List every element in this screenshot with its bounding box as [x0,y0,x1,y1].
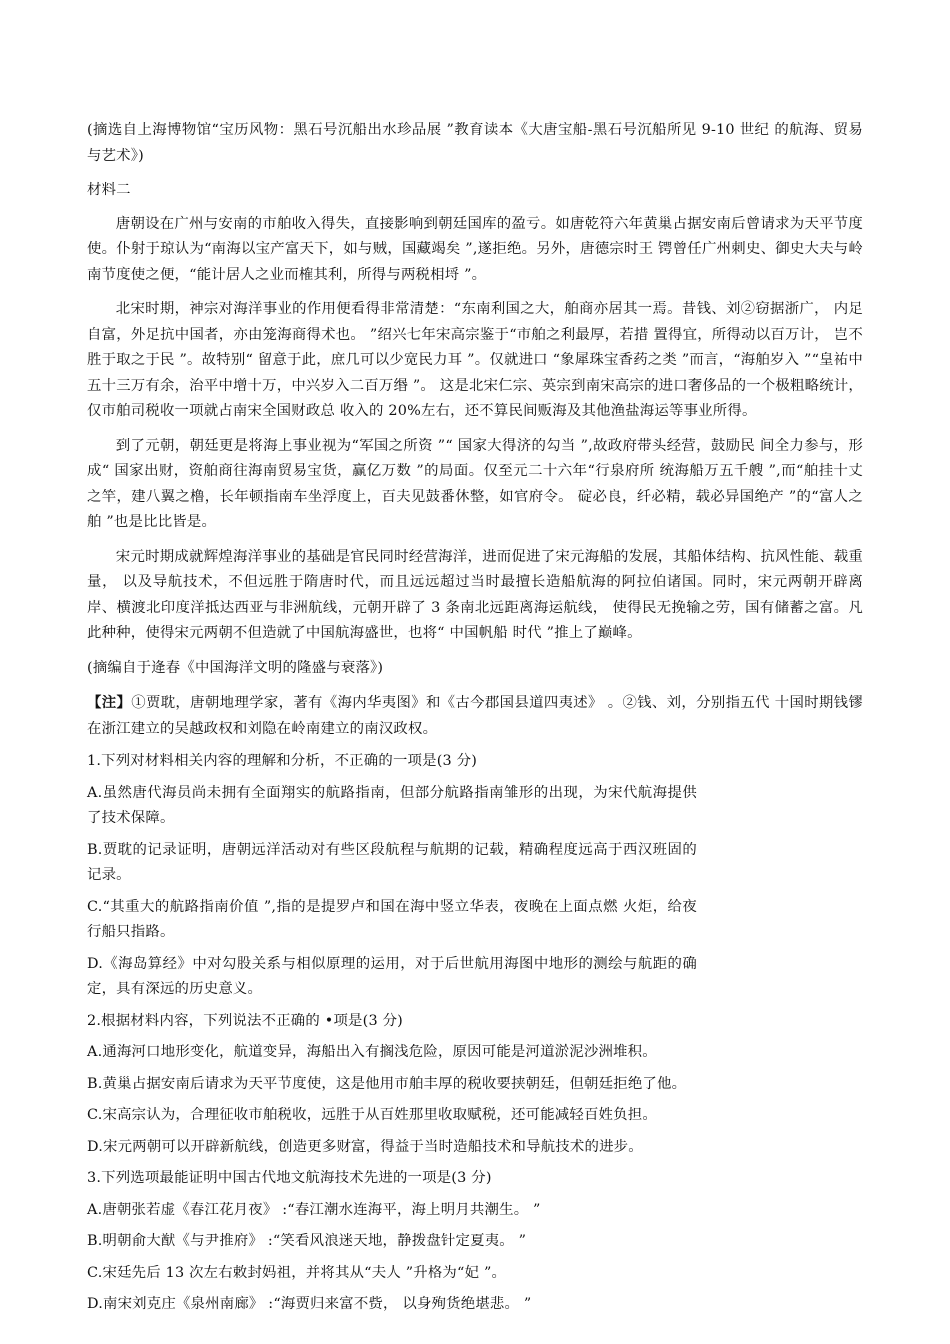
document-page [87,118,863,1324]
question-3-option-b: B.明朝俞大猷《与尹推府》 :“笑看风浪迷天地，静拨盘针定夏夷。 ” [87,1233,527,1249]
question-2-option-b: B.黄巢占据安南后请求为天平节度使，这是他用市舶丰厚的税收要挟朝廷，但朝廷拒绝了他。 [87,1075,687,1092]
question-1-stem: 1.下列对材料相关内容的理解和分析，不正确的一项是(3 分) [87,753,478,769]
material2-source: (摘编自于逄春《中国海洋文明的隆盛与衰落》) [87,659,384,676]
question-3-option-a: A.唐朝张若虚《春江花月夜》 :“春江潮水连海平，海上明月共潮生。 ” [87,1201,541,1218]
question-1-option-c: C.“其重大的航路指南价值 ”,指的是提罗卢和国在海中竖立华表，夜晚在上面点燃 火炬，给夜行船只指路。 [87,898,697,940]
question-2-option-d: D.宋元两朝可以开辟新航线，创造更多财富，得益于当时造船技术和导航技术的进步。 [87,1138,643,1155]
question-1 [87,749,863,1003]
question-2-stem: 2.根据材料内容，下列说法不正确的 •项是(3 分) [87,1012,403,1029]
material2-paragraph-1: 唐朝设在广州与安南的市舶收入得失，直接影响到朝廷国库的盈亏。如唐乾符六年黄巢占据安南后曾请求为天平节度使。仆射于琼认为“南海以宝产富天下，如与贼，国藏竭矣 ”,遂拒绝。另外，唐德宗时王 锷曾任广州刺史、御史大夫与岭南节度使之便，“能计居人之业而榷其利，所得与两税相埒 ”。 [87,215,863,283]
material2-paragraph-2: 北宋时期，神宗对海洋事业的作用便看得非常清楚：“东南利国之大，舶商亦居其一焉。昔钱、刘②窃据浙广， 内足自富，外足抗中国者，亦由笼海商得术也。 ”绍兴七年宋高宗鉴于“市舶之利最厚，若措 置得宜，所得动以百万计， 岂不胜于取之于民 ”。故特别“ 留意于此，庶几可以少宽民力耳 ”。仅就进口 “象犀珠宝香药之类 ”而言，“海舶岁入 ”“皇祐中五十三万有余，治平中增十万，中兴岁入二百万缗 ”。 这是北宋仁宗、英宗到南宋高宗的进口奢侈品的一个极粗略统计，仅市舶司税收一项就占南宋全国财政总 收入的 20%左右，还不算民间贩海及其他渔盐海运等事业所得。 [87,301,863,419]
material1-source: (摘选自上海博物馆“宝历风物：黑石号沉船出水珍品展 ”教育读本《大唐宝船-黑石号沉船所见 9-10 世纪 的航海、贸易与艺术》) [87,122,863,164]
question-3-option-c: C.宋廷先后 13 次左右敕封妈祖，并将其从“夫人 ”升格为“妃 ”。 [87,1264,507,1281]
question-2-option-c: C.宋高宗认为，合理征收市舶税收，远胜于从百姓那里收取赋税，还可能减轻百姓负担。 [87,1107,657,1123]
question-1-option-b: B.贾耽的记录证明，唐朝远洋活动对有些区段航程与航期的记载，精确程度远高于西汉班固的记录。 [87,841,697,883]
question-3-option-d: D.南宋刘克庄《泉州南廊》 :“海贾归来富不赀， 以身殉货绝堪悲。 ” [87,1296,532,1312]
material2-heading: 材料二 [87,182,131,198]
footnote-text: ①贾耽，唐朝地理学家，著有《海内华夷图》和《古今郡国县道四夷述》 。②钱、刘，分别指五代 十国时期钱镠在浙江建立的吴越政权和刘隐在岭南建立的南汉政权。 [87,695,863,737]
footnote-label: 【注】 [87,694,132,711]
material2-paragraph-3: 到了元朝，朝廷更是将海上事业视为“军国之所资 ”“ 国家大得济的勾当 ”,故政府带头经营，鼓励民 间全力参与，形成“ 国家出财，资舶商往海南贸易宝货，赢亿万数 ”的局面。仅至元二十六年“行泉府所 统海船万五千艘 ”,而“舶挂十丈之竿，建八翼之橹，长年顿指南车坐浮度上，百夫见鼓番休整，如官府令。 碇必良，纤必精，载必异国绝产 ”的“富人之舶 ”也是比比皆是。 [87,437,863,530]
material2-paragraph-4: 宋元时期成就辉煌海洋事业的基础是官民同时经营海洋，进而促进了宋元海船的发展，其船体结构、抗风性能、载重量， 以及导航技术，不但远胜于隋唐时代，而且远远超过当时最擅长造船航海的阿拉伯诸国。同时，宋元两朝开辟离岸、横渡北印度洋抵达西亚与非洲航线，元朝开辟了 3 条南北远距离海运航线， 使得民无挽输之劳，国有储蓄之富。凡此种种，使得宋元两朝不但造就了中国航海盛世，也将“ 中国帆船 时代 ”推上了巅峰。 [87,548,863,641]
question-3-stem: 3.下列选项最能证明中国古代地文航海技术先进的一项是(3 分) [87,1170,492,1186]
question-2-option-a: A.通海河口地形变化，航道变异，海船出入有搁浅危险，原因可能是河道淤泥沙洲堆积。 [87,1044,657,1060]
question-1-option-a: A.虽然唐代海员尚未拥有全面翔实的航路指南，但部分航路指南雏形的出现，为宋代航海提供了技术保障。 [87,784,697,826]
question-1-option-d: D.《海岛算经》中对勾股关系与相似原理的运用，对于后世航用海图中地形的测绘与航距的确定，具有深远的历史意义。 [87,955,697,997]
question-3 [87,1166,863,1318]
question-2 [87,1009,863,1161]
footnote [87,690,863,742]
